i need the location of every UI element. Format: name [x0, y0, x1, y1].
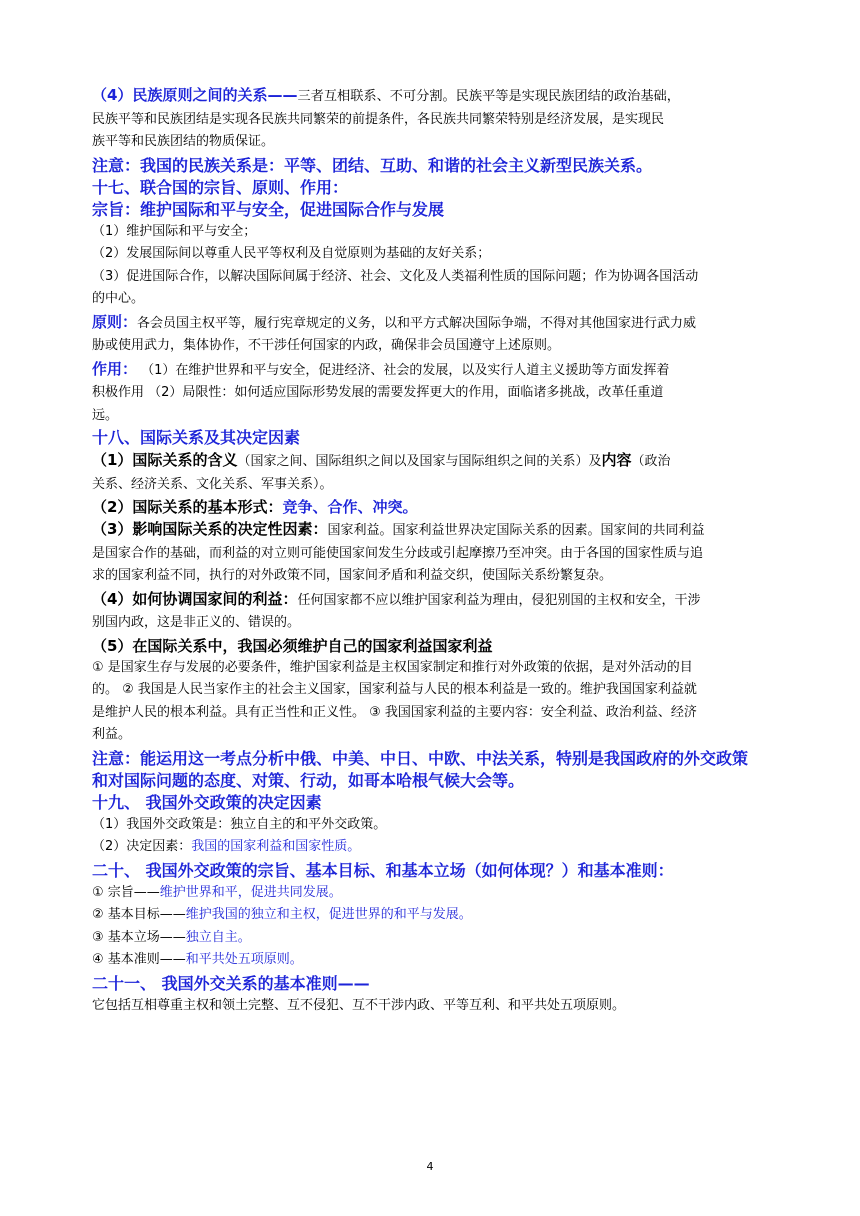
item-coordinate-interests — [92, 588, 812, 613]
section-title-17: 十七、联合国的宗旨、原则、作用： — [92, 177, 349, 197]
list-item-continuation: 的中心。 — [92, 291, 145, 306]
content-label: 内容 — [601, 451, 632, 469]
document-page — [92, 84, 812, 1017]
list-item — [92, 882, 812, 905]
item-heading: （2）国际关系的基本形式： — [92, 498, 283, 516]
item-value: 我国的国家利益和国家性质。 — [191, 839, 361, 854]
section-title-18: 十八、国际关系及其决定因素 — [92, 428, 301, 447]
paragraph-text: （国家之间、国际组织之间以及国家与国际组织之间的关系）及 — [237, 454, 602, 469]
page-number: 4 — [426, 1160, 434, 1173]
principle-label: 原则： — [92, 312, 138, 331]
un-role — [92, 358, 812, 383]
list-item — [92, 836, 812, 859]
item-meaning — [92, 449, 812, 474]
section-title-19: 十九、 我国外交政策的决定因素 — [92, 792, 322, 812]
list-item: （1）我国外交政策是：独立自主的和平外交政策。 — [92, 816, 387, 832]
list-item — [92, 949, 812, 972]
item-value: 和平共处五项原则。 — [185, 952, 303, 967]
item-label: （2）决定因素： — [92, 839, 192, 854]
paragraph-text: 是国家合作的基础，而利益的对立则可能使国家间发生分歧或引起摩擦乃至冲突。由于各国的国家性质与追 — [92, 545, 704, 561]
paragraph-text: 利益。 — [92, 727, 132, 742]
paragraph-text: ① 是国家生存与发展的必要条件，维护国家利益是主权国家制定和推行对外政策的依据，是对外活动的目 — [92, 659, 693, 675]
paragraph-text: 三者互相联系、不可分割。民族平等是实现民族团结的政治基础， — [297, 89, 680, 104]
paragraph-text: （1）在维护世界和平与安全，促进经济、社会的发展，以及实行人道主义援助等方面发挥着 — [141, 362, 670, 378]
item-heading: （3）影响国际关系的决定性因素： — [92, 520, 328, 538]
item-label: ① 宗旨—— — [92, 884, 160, 900]
paragraph-text: 它包括互相尊重主权和领土完整、互不侵犯、互不干涉内政、平等互利、和平共处五项原则。 — [92, 997, 626, 1013]
basic-forms-value: 竞争、合作、冲突。 — [282, 498, 418, 516]
item-label: ③ 基本立场—— — [92, 929, 186, 945]
item-heading: （5）在国际关系中，我国必须维护自己的国家利益国家利益 — [92, 636, 493, 655]
paragraph-text: 是维护人民的根本利益。具有正当性和正义性。 ③ 我国国家利益的主要内容：安全利益、政治利益、经济 — [92, 704, 697, 720]
note-ethnic-relations: 注意：我国的民族关系是：平等、团结、互助、和谐的社会主义新型民族关系。 — [92, 155, 653, 175]
list-item — [92, 927, 812, 950]
list-item — [92, 904, 812, 927]
list-item: （1）维护国际和平与安全； — [92, 223, 257, 239]
paragraph-text: 民族平等和民族团结是实现各民族共同繁荣的前提条件，各民族共同繁荣特别是经济发展，是实现民 — [92, 111, 665, 127]
section-title-20: 二十、 我国外交政策的宗旨、基本目标、和基本立场（如何体现？）和基本准则： — [92, 860, 674, 880]
paragraph-text: 关系、经济关系、文化关系、军事关系）。 — [92, 476, 333, 492]
item-heading: （1）国际关系的含义 — [92, 451, 238, 469]
item-decisive-factor — [92, 518, 812, 543]
paragraph-ethnic-relations — [92, 84, 812, 109]
list-item: （2）发展国际间以尊重人民平等权利及自觉原则为基础的友好关系； — [92, 246, 491, 261]
item-label: ② 基本目标—— — [92, 907, 186, 922]
un-principle — [92, 311, 812, 336]
item-label: ④ 基本准则—— — [92, 952, 186, 967]
paragraph-text: 别国内政，这是非正义的、错误的。 — [92, 615, 301, 630]
item-value: 维护世界和平，促进共同发展。 — [159, 884, 342, 900]
paragraph-text: 的。 ② 我国是人民当家作主的社会主义国家，国家利益与人民的根本利益是一致的。维护我国国家利益就 — [92, 682, 697, 697]
role-label: 作用： — [92, 359, 138, 378]
list-item: （3）促进国际合作，以解决国际间属于经济、社会、文化及人类福利性质的国际问题；作为协调各国活动 — [92, 268, 699, 284]
paragraph-text: 求的国家利益不同，执行的对外政策不同，国家间矛盾和利益交织，使国际关系纷繁复杂。 — [92, 568, 613, 583]
paragraph-text: 族平等和民族团结的物质保证。 — [92, 134, 275, 149]
paragraph-text: 积极作用 （2）局限性：如何适应国际形势发展的需要发挥更大的作用，面临诸多挑战，改革任重道 — [92, 385, 664, 400]
paragraph-text: 各会员国主权平等，履行宪章规定的义务，以和平方式解决国际争端，不得对其他国家进行武力威 — [137, 315, 697, 331]
paragraph-text: 远。 — [92, 407, 119, 423]
paragraph-text: 国家利益。国家利益世界决定国际关系的因素。国家间的共同利益 — [327, 523, 705, 538]
note-foreign-policy: 注意：能运用这一考点分析中俄、中美、中日、中欧、中法关系，特别是我国政府的外交政策 — [92, 748, 749, 768]
note-foreign-policy-continuation: 和对国际问题的态度、对策、行动，如哥本哈根气候大会等。 — [92, 770, 525, 790]
paragraph-text: 任何国家都不应以维护国家利益为理由，侵犯别国的主权和安全，干涉 — [297, 592, 701, 608]
paragraph-text: （政治 — [631, 454, 671, 469]
item-value: 维护我国的独立和主权，促进世界的和平与发展。 — [185, 907, 472, 922]
un-purpose-title: 宗旨：维护国际和平与安全，促进国际合作与发展 — [92, 199, 445, 219]
item-heading: （4）如何协调国家间的利益： — [92, 589, 298, 608]
section-title-21: 二十一、 我国外交关系的基本准则—— — [92, 973, 370, 993]
paragraph-text: 胁或使用武力，集体协作，不干涉任何国家的内政，确保非会员国遵守上述原则。 — [92, 338, 561, 353]
item-basic-forms — [92, 496, 812, 518]
section-heading-ethnic-relations: （4）民族原则之间的关系—— — [92, 86, 298, 104]
item-value: 独立自主。 — [185, 929, 251, 945]
